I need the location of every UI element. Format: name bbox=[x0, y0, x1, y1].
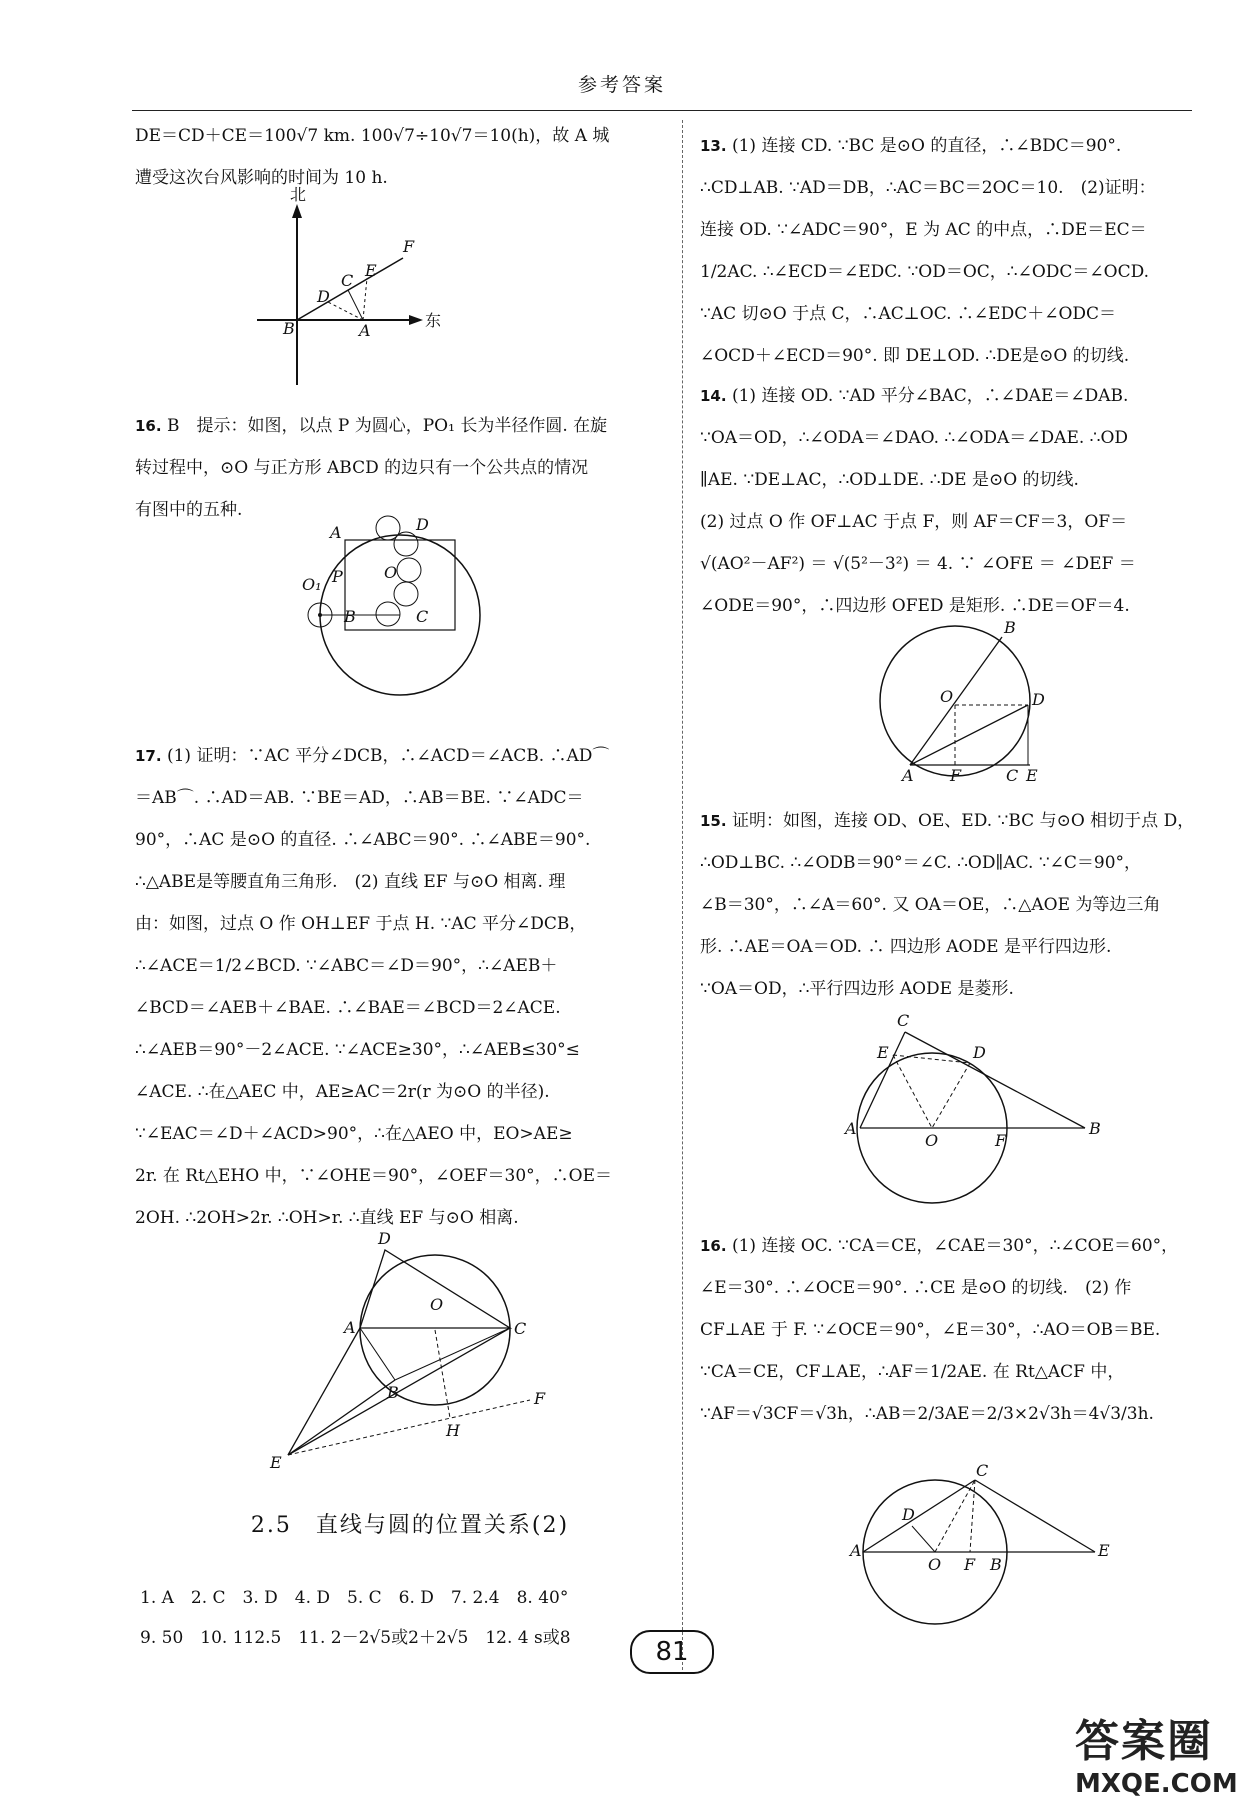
label-C: C bbox=[976, 1461, 989, 1480]
label-E: E bbox=[270, 1453, 282, 1472]
label-D: D bbox=[416, 515, 429, 534]
page-header: 参考答案 bbox=[577, 74, 666, 96]
figure-circle-rectangle bbox=[880, 618, 1060, 785]
label-A: A bbox=[845, 1119, 857, 1138]
label-F: F bbox=[403, 237, 415, 256]
label-E: E bbox=[1098, 1541, 1110, 1560]
label-O1: O₁ bbox=[302, 575, 322, 594]
east-label: 东 bbox=[425, 311, 442, 330]
watermark-logo: 答案圈 MXQE.COM bbox=[1075, 1716, 1238, 1799]
left-intro: DE＝CD＋CE＝100√7 km. 100√7÷10√7＝10(h)，故 A 城 遭受这次台风影响的时间为 10 h. bbox=[135, 126, 610, 188]
label-D: D bbox=[1032, 690, 1045, 709]
north-label: 北 bbox=[290, 185, 307, 204]
label-A: A bbox=[330, 523, 342, 542]
label-B: B bbox=[283, 319, 295, 338]
label-O: O bbox=[925, 1131, 939, 1150]
label-D: D bbox=[378, 1229, 391, 1248]
label-C: C bbox=[1006, 766, 1019, 785]
label-C: C bbox=[416, 607, 429, 626]
label-F: F bbox=[534, 1389, 546, 1408]
label-B: B bbox=[344, 607, 356, 626]
right-q14: 14. (1) 连接 OD. ∵AD 平分∠BAC，∴∠DAE＝∠DAB. ∵OA＝OD，∴∠ODA＝∠DAO. ∴∠ODA＝∠DAE. ∴OD ∥AE. ∵DE⊥AC，∴OD⊥DE. ∴DE 是⊙O 的切线. (2) 过点 O 作 OF⊥AC 于点 F，则 AF＝CF＝3，OF＝ √(AO²－AF²) ＝ √(5²－3²) ＝ 4. ∵ ∠OFE ＝ ∠DEF ＝ ∠ODE＝90°，∴四边形 OFED 是矩形. ∴DE＝OF＝4. bbox=[700, 386, 1136, 616]
label-D: D bbox=[902, 1505, 915, 1524]
label-F: F bbox=[995, 1131, 1007, 1150]
label-C: C bbox=[514, 1319, 527, 1338]
figure-circle-tangent bbox=[270, 1229, 550, 1472]
label-D: D bbox=[973, 1043, 986, 1062]
label-H: H bbox=[446, 1421, 460, 1440]
right-q13: 13. (1) 连接 CD. ∵BC 是⊙O 的直径，∴∠BDC＝90°. ∴CD⊥AB. ∵AD＝DB，∴AC＝BC＝2OC＝10. (2)证明： 连接 OD. ∵∠ADC＝90°，E 为 AC 的中点，∴DE＝EC＝ 1/2AC. ∴∠ECD＝∠EDC. ∵OD＝OC，∴∠ODC＝∠OCD. ∵AC 切⊙O 于点 C，∴AC⊥OC. ∴∠EDC＋∠ODC＝ ∠OCD＋∠ECD＝90°. 即 DE⊥OD. ∴DE是⊙O 的切线. bbox=[700, 136, 1156, 366]
right-q16: 16. (1) 连接 OC. ∵CA＝CE，∠CAE＝30°，∴∠COE＝60°， ∠E＝30°. ∴∠OCE＝90°. ∴CE 是⊙O 的切线. (2) 作 CF⊥AE 于 F. ∵∠OCE＝90°，∠E＝30°，∴AO＝OB＝BE. ∵CA＝CE，CF⊥AE，∴AF＝1/2AE. 在 Rt△ACF 中， ∵AF＝√3CF＝√3h，∴AB＝2/3AE＝2/3×2√3h＝4√3/3h. bbox=[700, 1236, 1179, 1424]
label-C: C bbox=[341, 271, 354, 290]
header-rule bbox=[132, 110, 1192, 111]
label-O: O bbox=[928, 1555, 942, 1574]
label-E: E bbox=[877, 1043, 889, 1062]
left-q17: 17. (1) 证明：∵AC 平分∠DCB，∴∠ACD＝∠ACB. ∴AD⌒ ＝AB⌒. ∴AD＝AB. ∵BE＝AD，∴AB＝BE. ∵∠ADC＝ 90°，∴AC 是⊙O 的直径. ∴∠ABC＝90°. ∴∠ABE＝90°. ∴△ABE是等腰直角三角形. (2) 直线 EF 与⊙O 相离. 理 由：如图，过点 O 作 OH⊥EF 于点 H. ∵AC 平分∠DCB， ∴∠ACE＝1/2∠BCD. ∵∠ABC＝∠D＝90°，∴∠AEB＋ ∠BCD＝∠AEB＋∠BAE. ∴∠BAE＝∠BCD＝2∠ACE. ∴∠AEB＝90°－2∠ACE. ∵∠ACE≥30°，∴∠AEB≤30°≤ ∠ACE. ∴在△AEC 中，AE≥AC＝2r(r 为⊙O 的半径). ∵∠EAC＝∠D＋∠ACD>90°，∴在△AEO 中，EO>AE≥ 2r. 在 Rt△EHO 中，∵∠OHE＝90°，∠OEF＝30°，∴OE＝ 2OH. ∴2OH>2r. ∴OH>r. ∴直线 EF 与⊙O 相离. bbox=[135, 746, 612, 1228]
label-F: F bbox=[964, 1555, 976, 1574]
figure-direction-diagram bbox=[255, 185, 455, 390]
column-divider bbox=[682, 120, 683, 1670]
left-q16: 16. B 提示：如图，以点 P 为圆心，PO₁ 长为半径作圆. 在旋 转过程中，⊙O 与正方形 ABCD 的边只有一个公共点的情况 有图中的五种. bbox=[135, 416, 608, 520]
label-P: P bbox=[332, 567, 343, 586]
label-O: O bbox=[384, 563, 398, 582]
label-A: A bbox=[850, 1541, 862, 1560]
label-C: C bbox=[897, 1011, 910, 1030]
answers-line-1: 1. A 2. C 3. D 4. D 5. C 6. D 7. 2.4 8. 40° bbox=[140, 1588, 569, 1608]
figure-rhombus bbox=[845, 1010, 1105, 1210]
label-O: O bbox=[430, 1295, 444, 1314]
label-O: O bbox=[940, 687, 954, 706]
label-D: D bbox=[317, 287, 330, 306]
figure-tangent-line bbox=[850, 1461, 1110, 1630]
label-B: B bbox=[387, 1383, 399, 1402]
label-B: B bbox=[1004, 618, 1016, 637]
label-A: A bbox=[344, 1318, 356, 1337]
label-B: B bbox=[990, 1555, 1002, 1574]
label-A: A bbox=[359, 321, 371, 340]
label-A: A bbox=[902, 766, 914, 785]
section-title: 2.5 直线与圆的位置关系(2) bbox=[250, 1513, 570, 1538]
label-E: E bbox=[1026, 766, 1038, 785]
label-F: F bbox=[950, 766, 962, 785]
label-E: E bbox=[365, 261, 377, 280]
answers-line-2: 9. 50 10. 112.5 11. 2－2√5或2＋2√5 12. 4 s或8 bbox=[140, 1628, 571, 1648]
figure-square-circles bbox=[300, 515, 500, 720]
label-B: B bbox=[1089, 1119, 1101, 1138]
page-number: 81 bbox=[630, 1630, 714, 1674]
right-q15: 15. 证明：如图，连接 OD、OE、ED. ∵BC 与⊙O 相切于点 D， ∴OD⊥BC. ∴∠ODB＝90°＝∠C. ∴OD∥AC. ∵∠C＝90°， ∠B＝30°，∴∠A＝60°. 又 OA＝OE，∴△AOE 为等边三角 形. ∴AE＝OA＝OD. ∴ 四边形 AODE 是平行四边形. ∵OA＝OD，∴平行四边形 AODE 是菱形. bbox=[700, 811, 1195, 999]
